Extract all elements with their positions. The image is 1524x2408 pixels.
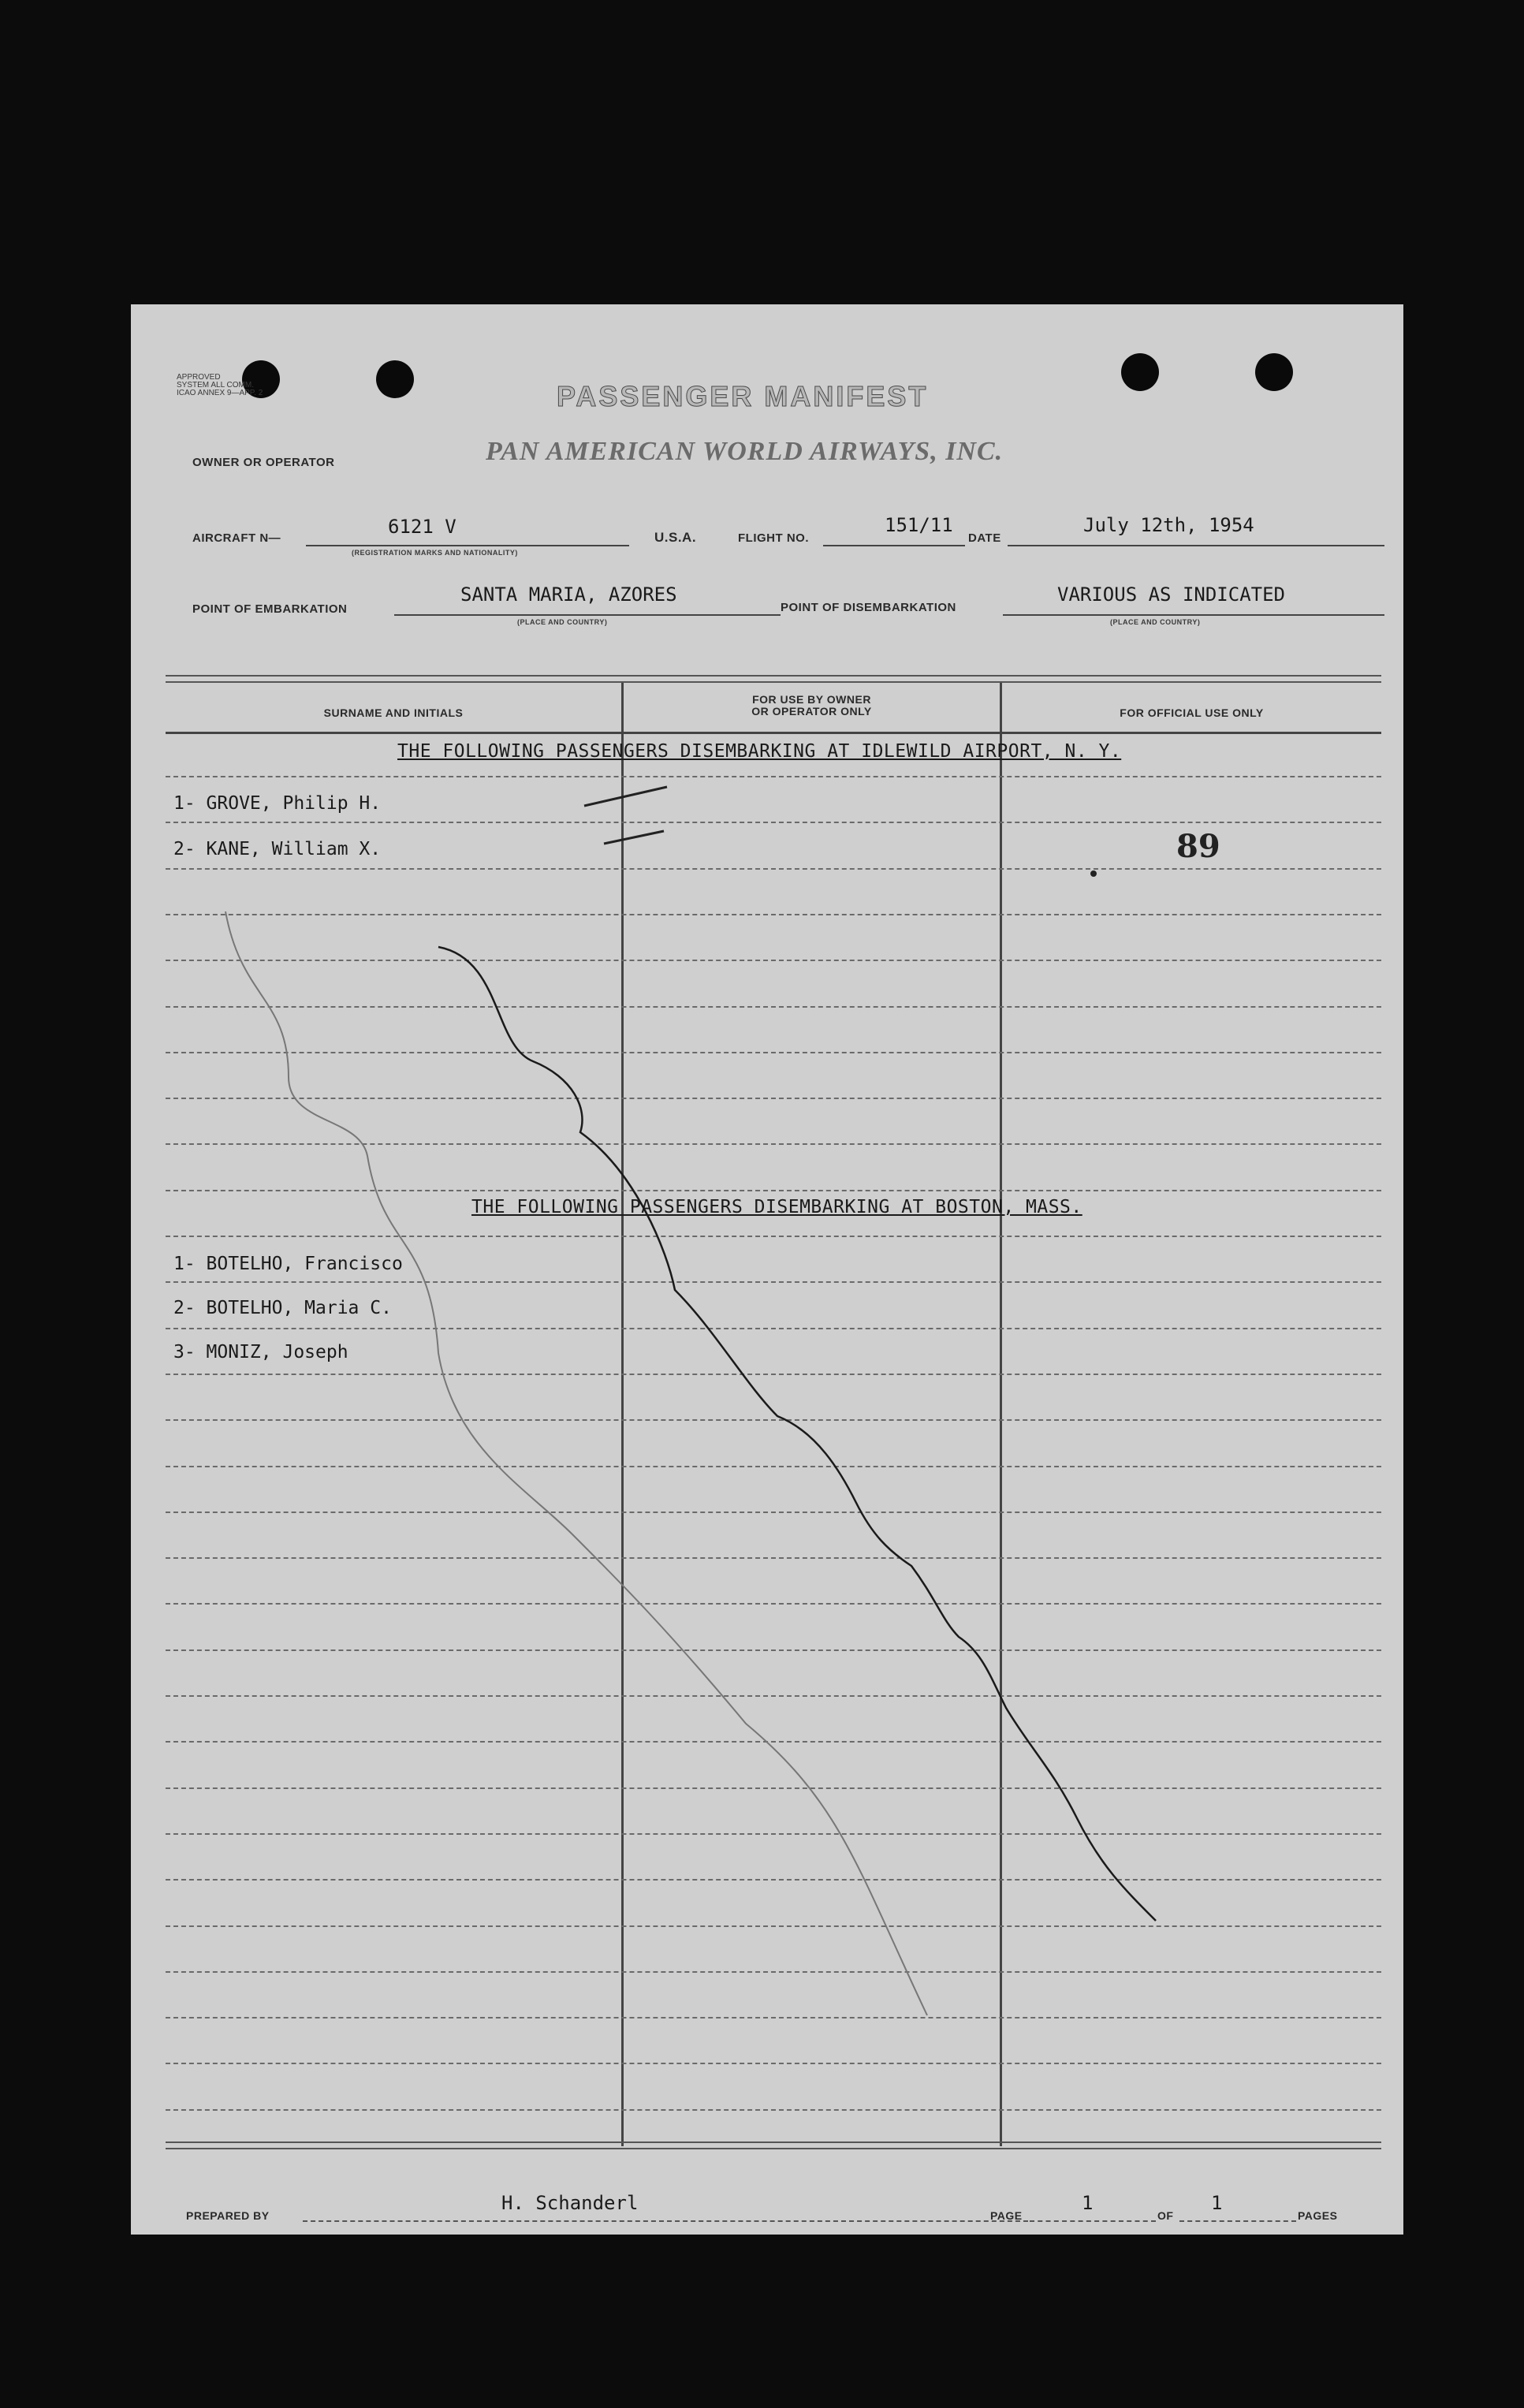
date-value: July 12th, 1954 xyxy=(1083,514,1254,536)
of-label: OF xyxy=(1157,2209,1174,2222)
approval-line: SYSTEM ALL COMM. xyxy=(177,381,254,390)
prepared-by-label: PREPARED BY xyxy=(186,2209,270,2222)
flight-label: FLIGHT NO. xyxy=(738,531,809,545)
aircraft-sublabel: (REGISTRATION MARKS AND NATIONALITY) xyxy=(352,549,518,557)
date-label: DATE xyxy=(968,531,1001,545)
tick-mark xyxy=(604,831,664,844)
section-heading: THE FOLLOWING PASSENGERS DISEMBARKING AT IDLEWILD AIRPORT, N. Y. xyxy=(397,741,1122,762)
of-value: 1 xyxy=(1211,2192,1223,2214)
owner-use-line: OR OPERATOR ONLY xyxy=(751,705,872,718)
approval-line: APPROVED xyxy=(177,373,221,382)
pen-strokes xyxy=(131,304,1403,2235)
aircraft-country: U.S.A. xyxy=(654,530,697,545)
tick-mark xyxy=(584,787,667,806)
stroke-line xyxy=(438,947,1156,1921)
passenger-row: 1- BOTELHO, Francisco xyxy=(173,1254,403,1274)
disembarkation-sublabel: (PLACE AND COUNTRY) xyxy=(1110,618,1201,626)
aircraft-label: AIRCRAFT N— xyxy=(192,531,281,545)
disembarkation-label: POINT OF DISEMBARKATION xyxy=(781,601,956,614)
page-value: 1 xyxy=(1082,2192,1094,2214)
official-mark: 89 xyxy=(1176,828,1220,865)
passenger-row: 2- BOTELHO, Maria C. xyxy=(173,1298,392,1318)
owner-label: OWNER OR OPERATOR xyxy=(192,456,335,469)
aircraft-value: 6121 V xyxy=(388,516,456,538)
owner-value: PAN AMERICAN WORLD AIRWAYS, INC. xyxy=(486,437,1004,466)
disembarkation-value: VARIOUS AS INDICATED xyxy=(1057,583,1285,606)
embarkation-label: POINT OF EMBARKATION xyxy=(192,602,348,616)
page-label: PAGE xyxy=(990,2209,1023,2222)
pages-label: PAGES xyxy=(1298,2209,1338,2222)
embarkation-value: SANTA MARIA, AZORES xyxy=(460,583,677,606)
prepared-by-value: H. Schanderl xyxy=(501,2192,639,2214)
page-title: PASSENGER MANIFEST xyxy=(557,380,929,412)
passenger-row: 3- MONIZ, Joseph xyxy=(173,1342,348,1362)
approval-line: ICAO ANNEX 9—APP. 2 xyxy=(177,389,263,397)
stroke-line xyxy=(225,911,927,2015)
column-header-official: FOR OFFICIAL USE ONLY xyxy=(1120,706,1264,719)
flight-value: 151/11 xyxy=(885,514,953,536)
manifest-sheet xyxy=(131,304,1403,2235)
embarkation-sublabel: (PLACE AND COUNTRY) xyxy=(517,618,608,626)
passenger-row: 2- KANE, William X. xyxy=(173,839,382,859)
column-header-surname: SURNAME AND INITIALS xyxy=(323,706,464,719)
owner-use-line: FOR USE BY OWNER xyxy=(752,693,871,706)
section-heading: THE FOLLOWING PASSENGERS DISEMBARKING AT BOSTON, MASS. xyxy=(471,1197,1082,1217)
ink-dot xyxy=(1090,870,1097,877)
passenger-row: 1- GROVE, Philip H. xyxy=(173,793,382,814)
